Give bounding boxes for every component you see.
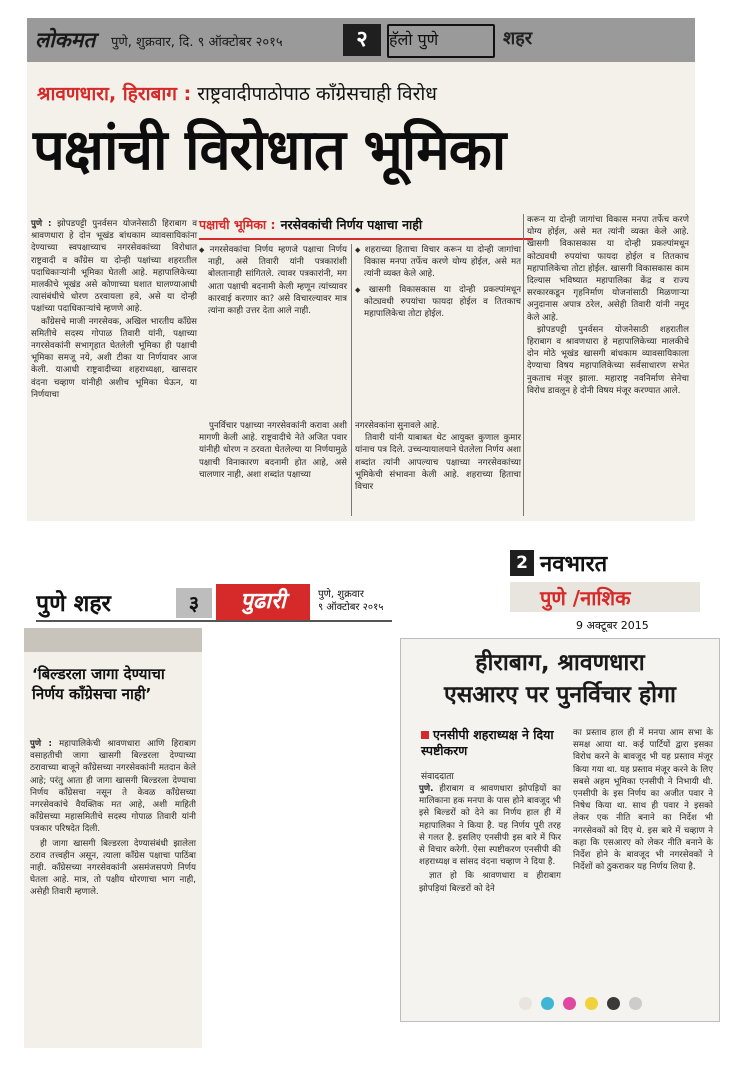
navbharat-brand-row <box>510 546 700 580</box>
navbharat-column-2 <box>573 727 713 873</box>
pudhari-para-1: महापालिकेची श्रावणधारा आणि हिराबाग वसाहतीची जागा खासगी बिल्डरला देण्याच्या ठरावाच्या बाजूने काँग्रेसच्या नगरसेवकांनी मतदान केले आहे; परंतु आता ही जागा खासगी बिल्डरला देण्याचा निर्णय काँग्रेसचा नसून ते केवळ काँग्रेसच्या नगरसेवकांचे वैयक्तिक मत आहे, अशी माहिती काँग्रेसच्या महासमितीचे सदस्य गोपाळ तिवारी यांनी पत्रकार परिषदेत दिली. <box>30 739 197 835</box>
lokmat-section-name: शहर <box>503 28 533 49</box>
lokmat-dateline-lead: पुणे : <box>31 219 52 229</box>
lokmat-brand-logo: लोकमत <box>35 28 96 52</box>
lokmat-page-number: २ <box>343 24 381 56</box>
registration-dot <box>629 997 642 1010</box>
navbharat-subheading <box>421 727 561 759</box>
lokmat-headline: पक्षांची विरोधात भूमिका <box>33 118 506 183</box>
lokmat-column-1 <box>31 218 197 401</box>
navbharat-sub-marker <box>421 731 429 739</box>
lokmat-column-2 <box>199 420 347 481</box>
lokmat-col1-para-2: काँग्रेसचे माजी नगरसेवक, अखिल भारतीय काँग्रेस समितीचे सदस्य गोपाळ तिवारी यांनी, पक्षाच्या नगरसेवकांनी सभागृहात घेतलेली भूमिका ही पक्षाची भूमिका समजू नये, अशी टीका या निर्णयावर आज केली. याआधी राष्ट्रवादीच्या शहराध्यक्षा, खासदार वंदना चव्हाण यांनीही अशीच भूमिका घेऊन, या निर्णयाचा <box>31 316 197 400</box>
lokmat-box1-item: ◆ नगरसेवकांचा निर्णय म्हणजे पक्षाचा निर्णय नाही, असे तिवारी यांनी पत्रकारांशी बोलतानाही सांगितले. त्यावर पत्रकारांनी, मग आता पक्षाची बदनामी केली म्हणून त्यांच्यावर कारवाई करणार का? असे विचारल्यावर मात्र त्यांना काही उत्तर देता आले नाही. <box>199 244 347 317</box>
lokmat-box2-item-1: ◆ शहराच्या हिताचा विचार करून या दोन्ही जागांचा विकास मनपा तर्फेच करणे योग्य होईल, असे मत त्यांनी व्यक्त केले आहे. <box>355 244 521 281</box>
lokmat-col1-para-1: झोपडपट्टी पुनर्वसन योजनेसाठी हिराबाग व श्रावणधारा हे दोन भूखंड बांधकाम व्यावसायिकांना देण्याच्या स्वपक्षाच्याच नगरसेवकांच्या विरोधात राष्ट्रवादी व काँग्रेस या दोन्ही पक्षांच्या शहरातील पदाधिकाऱ्यांनी भूमिका घेतली आहे. महापालिकेच्या मालकीचे भूखंड असे कोणाच्या घशात घालण्याआधी त्यासंबंधीचे धोरण ठरवायला हवे, असे या दोन्ही पक्षांच्या पदाधिकाऱ्यांचे म्हणणे आहे. <box>31 219 197 315</box>
lokmat-kicker <box>37 80 437 106</box>
pudhari-body <box>30 738 196 899</box>
navbharat-clipping <box>400 638 720 1022</box>
lokmat-masthead <box>27 18 695 62</box>
pudhari-date-line-2: ९ ऑक्टोबर २०१५ <box>318 602 384 613</box>
pudhari-city: पुणे शहर <box>36 591 111 617</box>
lokmat-kicker-place: श्रावणधारा, हिराबाग : <box>37 83 192 105</box>
registration-dot <box>541 997 554 1010</box>
navbharat-date: 9 अक्टूबर 2015 <box>576 619 649 632</box>
pudhari-date-line-1: पुणे, शुक्रवार <box>318 589 364 600</box>
registration-dot <box>519 997 532 1010</box>
navbharat-col1-para-1: हीराबाग व श्रावणधारा झोपड़ियों का मालिकाना हक मनपा के पास होने बावजूद भी इसे बिल्डरों को देने का निर्णय हाल ही में महापालिका ने किया है. यह निर्णय पूरी तरह से गलत है. इसलिए एनसीपी इस बारे में फिर से विचार करेगी. ऐसा स्पष्टीकरण एनसीपी की शहराध्यक्ष व सांसद वंदना चव्हाण ने दिया है. <box>419 784 561 868</box>
navbharat-byline: संवाददाता <box>421 772 454 782</box>
pudhari-dateline-lead: पुणे : <box>30 739 52 749</box>
navbharat-brand-logo: नवभारत <box>540 552 608 577</box>
navbharat-column-1 <box>419 783 561 895</box>
navbharat-headline-line-2: एसआरए पर पुनर्विचार होगा <box>443 682 676 708</box>
lokmat-column-3 <box>355 420 521 493</box>
lokmat-box2-item-2: ◆ खासगी विकासकास या दोन्ही प्रकल्पांमधून कोट्यवधी रुपयांचा फायदा होईल व तितकाच महापालिकेचा तोटा होईल. <box>355 284 521 321</box>
lokmat-highlight-box-2 <box>355 244 521 323</box>
lokmat-column-4 <box>527 214 689 397</box>
lokmat-subheading <box>199 214 533 238</box>
lokmat-col3-para-2: तिवारी यांनी याबाबत थेट आयुक्त कुणाल कुमार यांनाच पत्र दिले. उच्चन्यायालयाने घेतलेला निर्णय अशा शब्दांत त्यांनी आपल्याच पक्षाच्या नगरसेवकांच्या भूमिकेची संभावना केली आहे. शहराच्या हिताचा विचार <box>355 433 521 493</box>
pudhari-headline: ‘बिल्डरला जागा देण्याचा निर्णय काँग्रेसचा नाही’ <box>32 665 165 703</box>
lokmat-dateline: पुणे, शुक्रवार, दि. ९ ऑक्टोबर २०१५ <box>111 35 283 50</box>
lokmat-col3-para-1: नगरसेवकांना सुनावले आहे. <box>355 421 440 431</box>
pudhari-page-number: ३ <box>176 588 212 618</box>
navbharat-headline <box>401 647 719 711</box>
pudhari-masthead <box>36 582 392 626</box>
pudhari-brand-logo: पुढारी <box>216 584 310 620</box>
registration-dot <box>607 997 620 1010</box>
navbharat-dateline-lead: पुणे. <box>419 784 434 794</box>
registration-dot <box>585 997 598 1010</box>
pudhari-rule <box>36 620 392 622</box>
pudhari-clipping <box>24 628 202 1048</box>
pudhari-date <box>318 588 383 614</box>
registration-dot <box>563 997 576 1010</box>
lokmat-column-divider <box>351 244 352 516</box>
lokmat-col2-para: पुनर्विचार पक्षाच्या नगरसेवकांनी करावा अशी मागणी केली आहे. राष्ट्रवादीचे नेते अजित पवार यांनीही धोरण न ठरवता घेतलेल्या या निर्णयामुळे पक्षाची विनाकारण बदनामी होत आहे, असे चालणार नाही, अशा शब्दांत पक्षाच्या <box>199 421 347 480</box>
lokmat-hello-pune: हॅलो पुणे <box>389 30 439 49</box>
lokmat-kicker-text: राष्ट्रवादीपाठोपाठ काँग्रेसचाही विरोध <box>197 83 437 105</box>
navbharat-city-bar <box>510 582 700 612</box>
navbharat-sub-text: एनसीपी शहराध्यक्ष ने दिया स्पष्टीकरण <box>421 727 554 758</box>
print-registration-dots <box>519 995 719 1013</box>
navbharat-headline-line-1: हीराबाग, श्रावणधारा <box>475 650 645 676</box>
lokmat-clipping <box>27 18 695 521</box>
lokmat-col4-para-1: करून या दोन्ही जागांचा विकास मनपा तर्फेच करणे योग्य होईल, असे मत त्यांनी व्यक्त केले आहे. खासगी विकासकास या दोन्ही प्रकल्पांमधून कोट्यवधी रुपयांचा फायदा होईल व तितकाच महापालिकेचा तोटा होईल. खासगी विकासकास काम दिल्यास भविष्यात महापालिका केंद्र व राज्य सरकारकडून गृहनिर्माण योजनांसाठी मिळणाऱ्या अनुदानास अपात्र ठरेल, असेही तिवारी यांनी नमूद केले आहे. <box>527 215 689 323</box>
navbharat-masthead <box>510 546 700 636</box>
pudhari-top-strip <box>24 628 202 652</box>
lokmat-column-divider <box>523 214 524 516</box>
navbharat-col2-para: का प्रस्ताव हाल ही में मनपा आम सभा के समक्ष आया था. कई पार्टियों द्वारा इसका विरोध करने के बावजूद भी यह प्रस्ताव मंजूर किया गया था. यह प्रस्ताव मंजूर करने के लिए सबसे अहम भूमिका एनसीपी ने निभायी थी. एनसीपी के इस निर्णय का अजीत पवार ने निषेध किया था. साथ ही पवार ने इसको लेकर एक नीति बनाने का निर्देश भी नगरसेवकों को दिए थे. इस बारे में चव्हाण ने कहा कि एसआरए को लेकर नीति बनाने के निर्देश होने के बावजूद भी नगरसेवकों ने निर्देशों को ठुकराकर यह निर्णय लिया है. <box>573 728 713 873</box>
navbharat-city: पुणे /नाशिक <box>540 586 631 610</box>
pudhari-para-2: ही जागा खासगी बिल्डरला देण्यासंबंधी झालेला ठराव तत्त्वहीन असून, त्याला काँग्रेस पक्षाचा पाठिंबा नाही. काँग्रेसच्या नगरसेवकांनी असमंजसपणे निर्णय घेतला आहे. मात्र, तो पक्षीय धोरणाचा भाग नाही, असेही तिवारी म्हणाले. <box>30 838 196 898</box>
navbharat-page-number: 2 <box>510 550 534 576</box>
lokmat-highlight-box-1 <box>199 244 347 320</box>
lokmat-sub-label: पक्षाची भूमिका : <box>199 217 276 232</box>
navbharat-col1-para-2: ज्ञात हो कि श्रावणधारा व हीराबाग झोपड़ियां बिल्डरों को देने <box>419 871 561 894</box>
lokmat-sub-text: नरसेवकांची निर्णय पक्षाचा नाही <box>280 217 423 232</box>
lokmat-col4-para-2: झोपडपट्टी पुनर्वसन योजनेसाठी शहरातील हिराबाग व श्रावणधारा हे महापालिकेच्या मालकीचे दोन मोठे भूखंड खासगी बांधकाम व्यावसायिकाला देण्याचा विषय महापालिकेच्या सर्वसाधारण सभेत नुकताच मंजूर झाला. महाराष्ट्र नवनिर्माण सेनेचा विरोध डावलून हे दोनी विषय मंजूर करण्यात आले. <box>527 324 689 396</box>
lokmat-sub-rule <box>199 238 533 240</box>
